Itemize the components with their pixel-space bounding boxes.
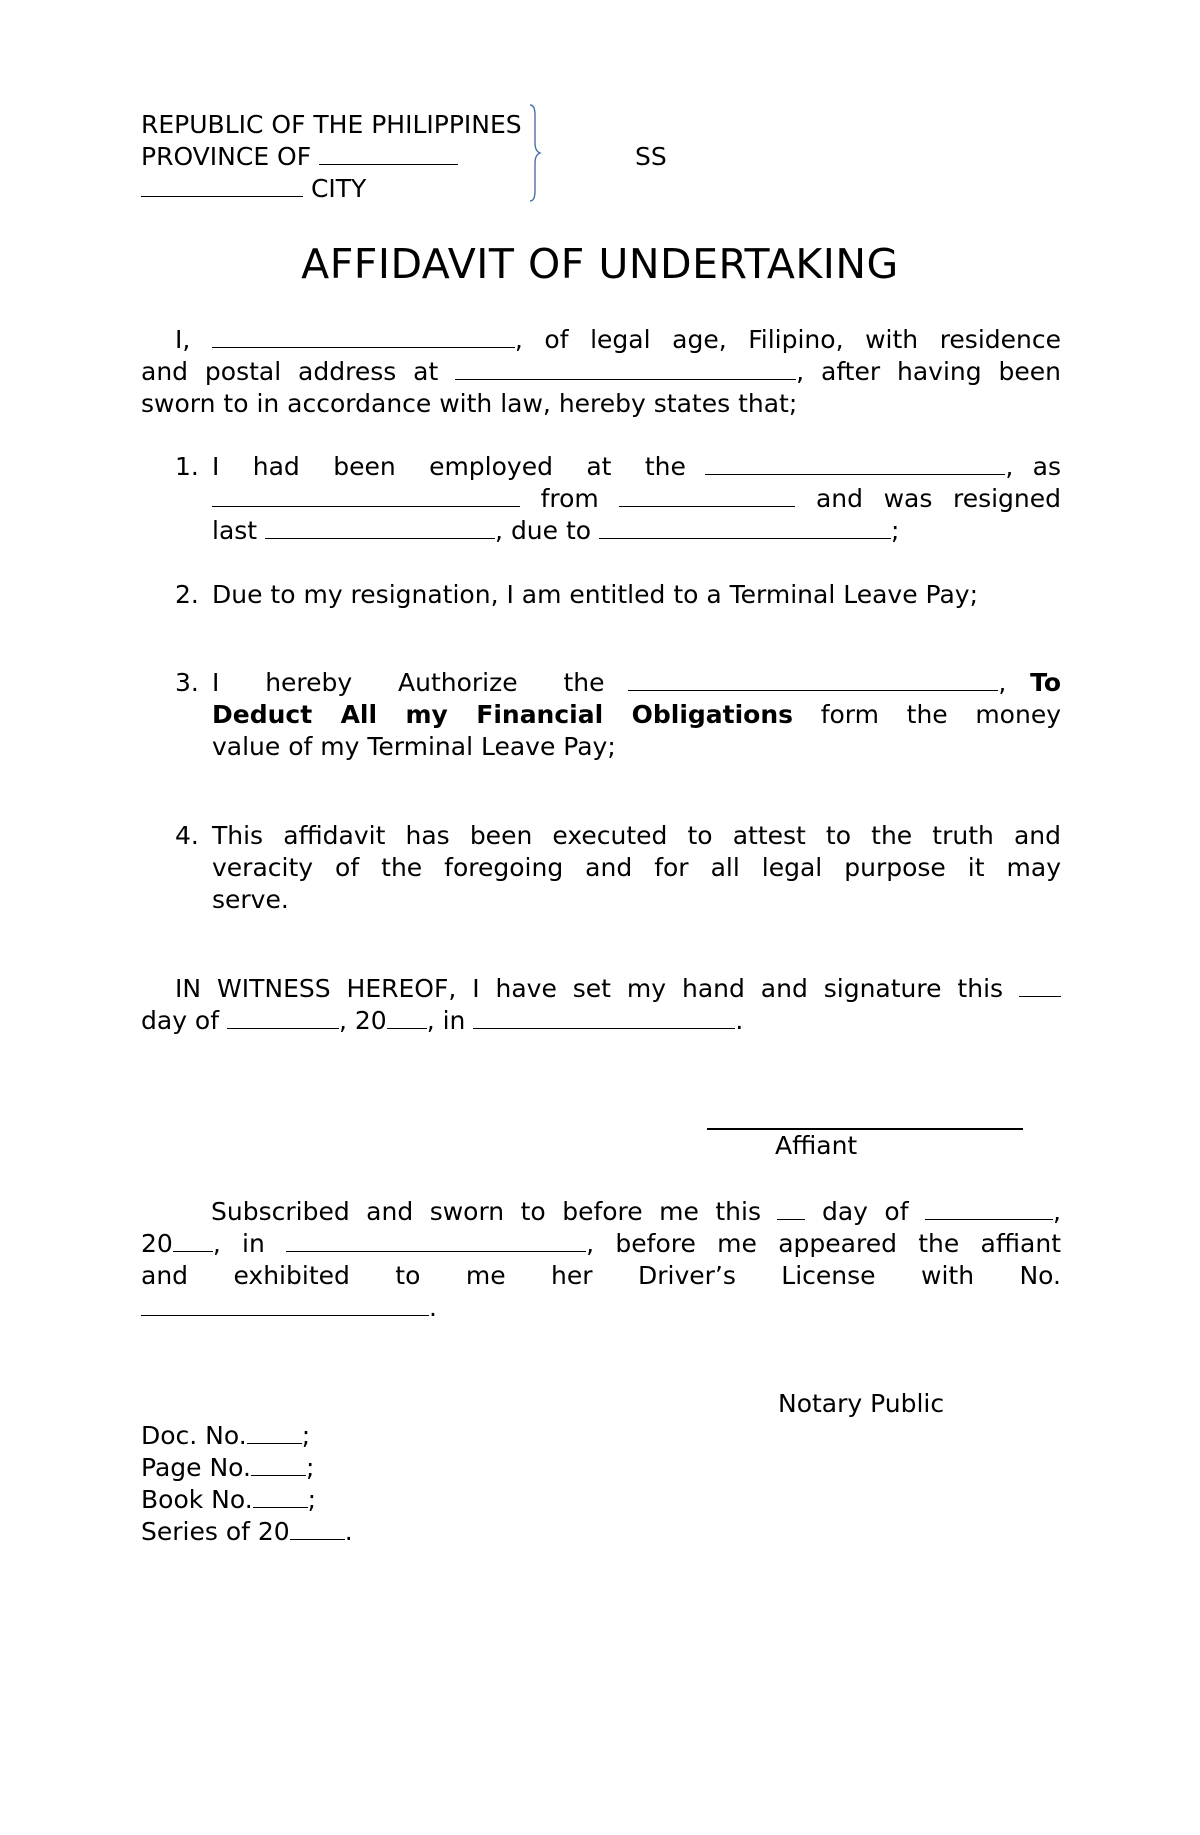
resign-date-blank xyxy=(265,516,495,539)
page-no-label: Page No. xyxy=(141,1453,251,1482)
subscribed-text-f: , before me appeared the affiant xyxy=(586,1229,1062,1258)
subscribed-text-h: . xyxy=(429,1293,437,1322)
subscribed-line2 xyxy=(141,1228,1061,1260)
item3-text-c: To xyxy=(1030,668,1062,697)
doc-no-label: Doc. No. xyxy=(141,1421,247,1450)
item-number: 3. xyxy=(175,668,199,697)
item-number: 1. xyxy=(175,452,199,481)
witness-line1 xyxy=(141,973,1061,1005)
subscribed-paragraph xyxy=(141,1196,1061,1324)
notary-day-blank xyxy=(777,1197,805,1220)
header-ss: SS xyxy=(635,142,667,171)
item1-line2 xyxy=(212,483,1061,515)
name-blank xyxy=(212,325,515,348)
witness-line2 xyxy=(141,1005,1061,1037)
notary-month-blank xyxy=(925,1197,1053,1220)
item1-text-c: from xyxy=(540,484,599,513)
witness-paragraph xyxy=(141,973,1061,1037)
item-number: 4. xyxy=(175,821,199,850)
series-blank xyxy=(290,1517,345,1540)
witness-text-e: . xyxy=(735,1006,744,1035)
item1-line3 xyxy=(212,515,1061,547)
address-blank xyxy=(455,357,796,380)
item1-line1 xyxy=(212,451,1061,483)
subscribed-text-a: Subscribed and sworn to before me this xyxy=(211,1197,761,1226)
intro-line-1 xyxy=(141,324,1061,356)
position-blank xyxy=(212,484,520,507)
doc-no xyxy=(141,1420,310,1452)
subscribed-line4 xyxy=(141,1292,1061,1324)
reason-blank xyxy=(599,516,891,539)
subscribed-line1 xyxy=(141,1196,1061,1228)
bracket-icon xyxy=(527,103,543,203)
book-no-label: Book No. xyxy=(141,1485,253,1514)
witness-text-c: , 20 xyxy=(338,1006,387,1035)
notary-year-blank xyxy=(173,1229,213,1252)
item1-text-a: I had been employed at the xyxy=(212,452,686,481)
header-province xyxy=(141,141,1061,173)
intro-paragraph xyxy=(141,324,1061,420)
subscribed-text-b: day of xyxy=(821,1197,909,1226)
subscribed-text-d: 20 xyxy=(141,1229,173,1258)
intro-text-c: and postal address at xyxy=(141,357,439,386)
item2-text: Due to my resignation, I am entitled to a Terminal Leave Pay; xyxy=(212,580,979,609)
intro-line-2 xyxy=(141,356,1061,388)
witness-place-blank xyxy=(473,1006,735,1029)
witness-text-a: IN WITNESS HEREOF, I have set my hand and signature this xyxy=(175,974,1004,1003)
document-title: AFFIDAVIT OF UNDERTAKING xyxy=(301,240,899,288)
intro-text-d: , after having been xyxy=(796,357,1061,386)
book-no-blank xyxy=(253,1485,308,1508)
period-blank xyxy=(619,484,795,507)
item3-text-bold: Deduct All my Financial Obligations xyxy=(212,700,794,729)
header-city xyxy=(141,173,1061,205)
item3-line1 xyxy=(212,667,1061,699)
page-no xyxy=(141,1452,314,1484)
page-no-semi: ; xyxy=(305,1453,315,1482)
witness-day-blank xyxy=(1019,974,1061,997)
witness-text-b: day of xyxy=(141,1006,220,1035)
page-no-blank xyxy=(251,1453,306,1476)
header-line2: PROVINCE OF xyxy=(141,142,312,171)
item1-text-d: and was resigned xyxy=(815,484,1062,513)
province-blank xyxy=(319,142,458,165)
item3-line3: value of my Terminal Leave Pay; xyxy=(212,732,616,761)
intro-text-a: I, xyxy=(175,325,191,354)
intro-text-b: , of legal age, Filipino, with residence xyxy=(514,325,1061,354)
authorized-entity-blank xyxy=(628,668,998,691)
series-no xyxy=(141,1516,353,1548)
item1-text-f: , due to xyxy=(495,516,592,545)
header-line3: CITY xyxy=(310,174,367,203)
item4-line1: This affidavit has been executed to attest to the truth and xyxy=(212,821,1061,850)
witness-month-blank xyxy=(227,1006,339,1029)
series-dot: . xyxy=(344,1517,353,1546)
header-republic xyxy=(141,109,1061,141)
affiant-signature-line xyxy=(707,1128,1023,1130)
item4-line2: veracity of the foregoing and for all legal purpose it may xyxy=(212,853,1061,882)
item3-line2 xyxy=(212,699,1061,731)
witness-year-blank xyxy=(387,1006,427,1029)
item1-text-b: , as xyxy=(1005,452,1061,481)
license-number-blank xyxy=(141,1293,429,1316)
book-no-semi: ; xyxy=(307,1485,317,1514)
book-no xyxy=(141,1484,316,1516)
witness-text-d: , in xyxy=(426,1006,466,1035)
city-blank xyxy=(141,174,303,197)
item3-text-b: , xyxy=(998,668,1007,697)
item3-text-a: I hereby Authorize the xyxy=(212,668,605,697)
series-label: Series of 20 xyxy=(141,1517,290,1546)
notary-public-label: Notary Public xyxy=(778,1389,945,1418)
employer-blank xyxy=(705,452,1005,475)
subscribed-text-c: , xyxy=(1053,1197,1061,1226)
header-line1: REPUBLIC OF THE PHILIPPINES xyxy=(141,110,522,139)
doc-no-blank xyxy=(247,1421,302,1444)
subscribed-text-e: , in xyxy=(212,1229,265,1258)
notary-place-blank xyxy=(286,1229,586,1252)
item1-text-g: ; xyxy=(891,516,900,545)
subscribed-line3: and exhibited to me her Driver’s License with No. xyxy=(141,1261,1061,1290)
item-number: 2. xyxy=(175,580,199,609)
doc-no-semi: ; xyxy=(301,1421,311,1450)
item4-line3: serve. xyxy=(212,885,289,914)
item3-text-rest: form the money xyxy=(820,700,1062,729)
affiant-label: Affiant xyxy=(775,1131,858,1160)
intro-line-3: sworn to in accordance with law, hereby states that; xyxy=(141,389,798,418)
item1-text-e: last xyxy=(212,516,258,545)
